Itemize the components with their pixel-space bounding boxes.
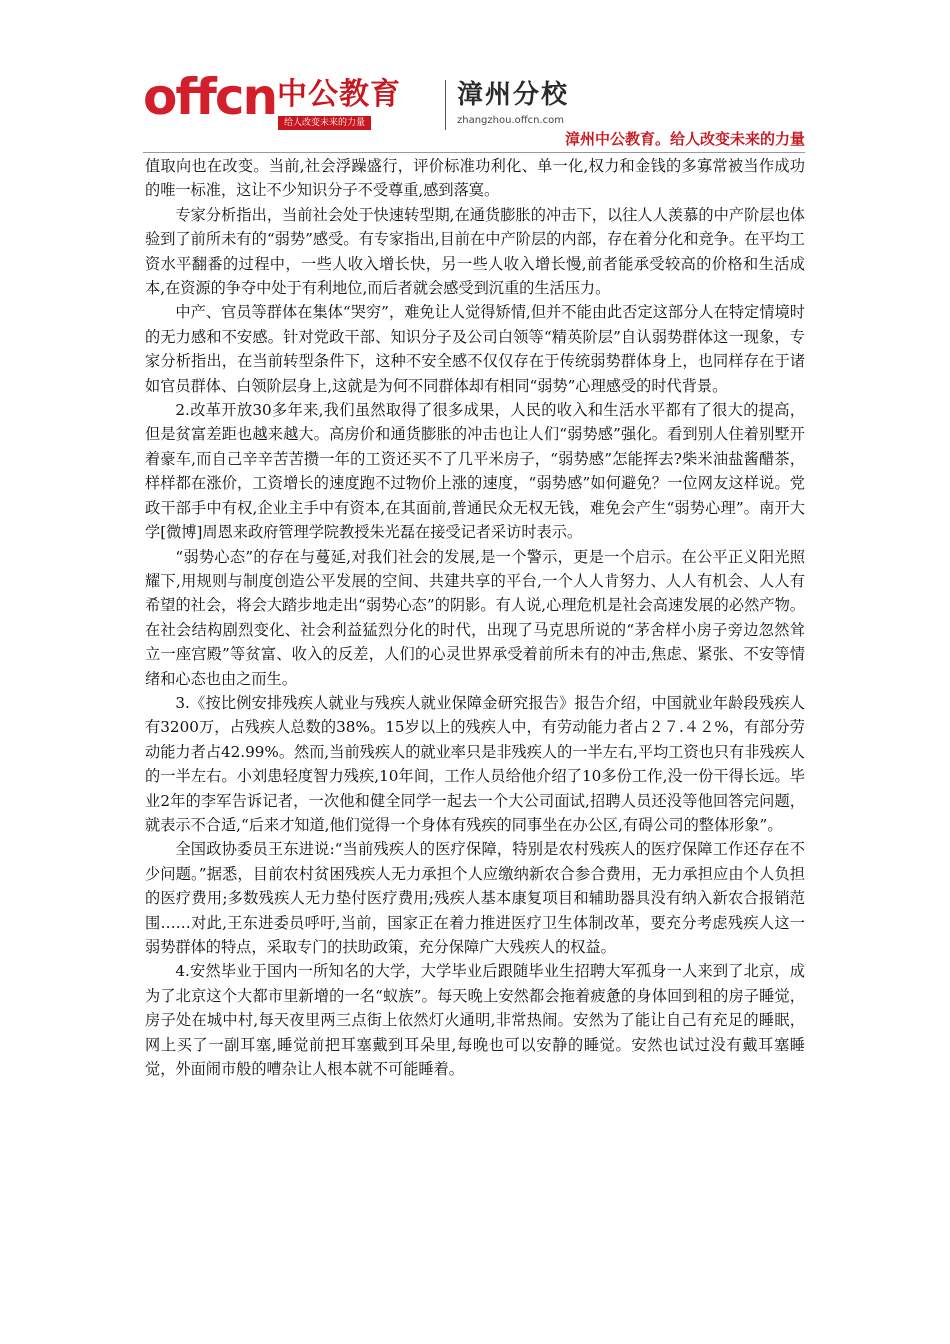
paragraph: 2.改革开放30多年来,我们虽然取得了很多成果，人民的收入和生活水平都有了很大的提高，但是贫富差距也越来越大。高房价和通货膨胀的冲击也让人们“弱势感”强化。看到别人住着别墅开着豪车,而自己辛辛苦苦攒一年的工资还买不了几平米房子，“弱势感”怎能挥去?柴米油盐酱醋茶，样样都在涨价，工资增长的速度跑不过物价上涨的速度，“弱势感”如何避免？一位网友这样说。党政干部手中有权,企业主手中有资本,在其面前,普通民众无权无钱，难免会产生“弱势心理”。南开大学[微博]周恩来政府管理学院教授朱光磊在接受记者采访时表示。 xyxy=(145,401,805,542)
branch-name: 漳州分校 xyxy=(457,80,570,110)
offcn-logo: offcn xyxy=(143,68,277,126)
paragraph: 全国政协委员王东进说:“当前残疾人的医疗保障，特别是农村残疾人的医疗保障工作还存在不少问题。”据悉，目前农村贫困残疾人无力承担个人应缴纳新农合参合费用，无力承担应由个人负担的医疗费用;多数残疾人无力垫付医疗费用;残疾人基本康复项目和辅助器具没有纳入新农合报销范围……对此,王东进委员呼吁,当前，国家正在着力推进医疗卫生体制改革，要充分考虑残疾人这一弱势群体的特点，采取专门的扶助政策，充分保障广大残疾人的权益。 xyxy=(145,840,805,956)
header-rule xyxy=(143,152,805,153)
logo-divider xyxy=(445,80,446,130)
paragraph: 中产、官员等群体在集体“哭穷”，难免让人觉得矫情,但并不能由此否定这部分人在特定情境时的无力感和不安感。针对党政干部、知识分子及公司白领等“精英阶层”自认弱势群体这一现象，专家分析指出，在当前转型条件下，这种不安全感不仅仅存在于传统弱势群体身上，也同样存在于诸如官员群体、白领阶层身上,这就是为何不同群体却有相同“弱势”心理感受的时代背景。 xyxy=(145,303,805,395)
paragraph: 3.《按比例安排残疾人就业与残疾人就业保障金研究报告》报告介绍，中国就业年龄段残疾人有3200万，占残疾人总数的38%。15岁以上的残疾人中，有劳动能力者占２７.４２%，有部分劳动能力者占42.99%。然而,当前残疾人的就业率只是非残疾人的一半左右,平均工资也只有非残疾人的一半左右。小刘患轻度智力残疾,10年间，工作人员给他介绍了10多份工作,没一份干得长远。毕业2年的李军告诉记者，一次他和健全同学一起去一个大公司面试,招聘人员还没等他回答完问题，就表示不合适,“后来才知道,他们觉得一个身体有残疾的同事坐在办公区,有碍公司的整体形象”。 xyxy=(145,693,805,834)
logo-slogan: 给人改变未来的力量 xyxy=(278,116,371,130)
document-body xyxy=(145,154,805,1081)
paragraph: 值取向也在改变。当前,社会浮躁盛行，评价标准功利化、单一化,权力和金钱的多寡常被当作成功的唯一标准，这让不少知识分子不受尊重,感到落寞。 xyxy=(145,157,805,200)
branch-url: zhangzhou.offcn.com xyxy=(457,115,565,126)
header-tagline: 漳州中公教育。给人改变未来的力量 xyxy=(564,130,805,148)
paragraph: “弱势心态”的存在与蔓延,对我们社会的发展,是一个警示，更是一个启示。在公平正义阳光照耀下,用规则与制度创造公平发展的空间、共建共享的平台,一个人人肯努力、人人有机会、人人有希望的社会，将会大踏步地走出“弱势心态”的阴影。有人说,心理危机是社会高速发展的必然产物。在社会结构剧烈变化、社会利益猛烈分化的时代，出现了马克思所说的“茅舍样小房子旁边忽然耸立一座宫殿”等贫富、收入的反差，人们的心灵世界承受着前所未有的冲击,焦虑、紧张、不安等情绪和心态也由之而生。 xyxy=(145,547,805,688)
paragraph: 专家分析指出，当前社会处于快速转型期,在通货膨胀的冲击下，以往人人羡慕的中产阶层也体验到了前所未有的“弱势”感受。有专家指出,目前在中产阶层的内部，存在着分化和竞争。在平均工资水平翻番的过程中，一些人收入增长快，另一些人收入增长慢,前者能承受较高的价格和生活成本,在资源的争夺中处于有利地位,而后者就会感受到沉重的生活压力。 xyxy=(145,205,805,298)
paragraph: 4.安然毕业于国内一所知名的大学，大学毕业后跟随毕业生招聘大军孤身一人来到了北京，成为了北京这个大都市里新增的一名“蚁族”。每天晚上安然都会拖着疲惫的身体回到租的房子睡觉，房子处在城中村,每天夜里两三点街上依然灯火通明,非常热闹。安然为了能让自己有充足的睡眠，网上买了一副耳塞,睡觉前把耳塞戴到耳朵里,每晚也可以安静的睡觉。安然也试过没有戴耳塞睡觉，外面闹市般的嘈杂让人根本就不可能睡着。 xyxy=(145,962,805,1079)
logo-brand-name: 中公教育 xyxy=(277,77,401,112)
